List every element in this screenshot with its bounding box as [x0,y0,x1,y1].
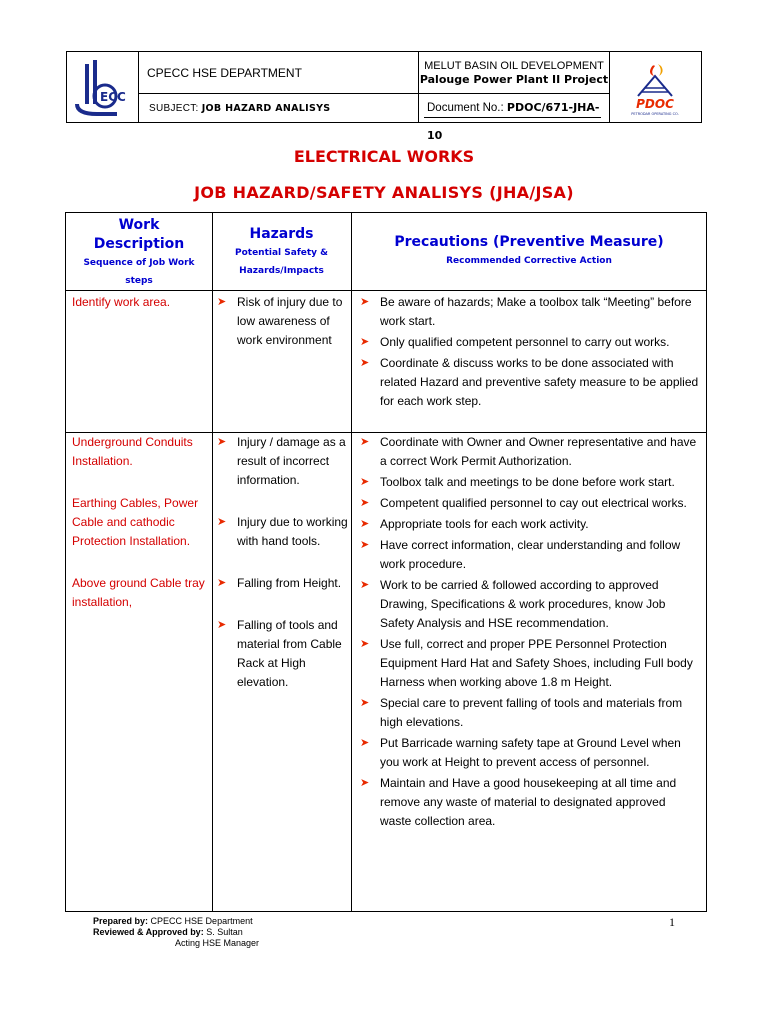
arrow-bullet-icon: ➤ [360,697,370,709]
work-step: Above ground Cable tray installation, [72,576,205,609]
svg-text:PETRODAR OPERATING CO.: PETRODAR OPERATING CO. [631,112,679,116]
list-item: ➤ Only qualified competent personnel to carry out works. [357,333,699,352]
list-item: ➤ Risk of injury due to low awareness of work environment [217,295,343,347]
page-title: ELECTRICAL WORKS [293,147,475,166]
list-item: ➤ Put Barricade warning safety tape at Ground Level when you work at Height to prevent access of personnel. [360,736,681,769]
list-item: ➤ Competent qualified personnel to cay out electrical works. [357,494,699,513]
jha-table [65,212,707,912]
work-step: Earthing Cables, Power Cable and cathodic Protection Installation. [72,496,199,548]
list-item: ➤ Coordinate with Owner and Owner representative and have a correct Work Permit Authorization. [360,435,697,468]
list-item: ➤ Use full, correct and proper PPE Personnel Protection Equipment Hard Hat and Safety Shoes, including Full body Harness when working above 1.8 m Height. [360,637,693,689]
arrow-bullet-icon: ➤ [360,539,370,551]
document-number-value: PDOC/671-JHA-10 [427,101,600,142]
list-item: ➤ Injury / damage as a result of incorrect information. [217,435,346,487]
subject [139,94,419,123]
list-item: ➤ Work to be carried & followed according to approved Drawing, Specifications & work procedures, know Job Safety Analysis and HSE recommendation. [360,578,666,630]
reviewed-value: S. Sultan [206,927,243,937]
prepared-label: Prepared by: [93,916,149,926]
row1-hazards [214,293,350,350]
arrow-bullet-icon: ➤ [360,638,370,650]
department-name: CPECC HSE DEPARTMENT [139,52,419,94]
arrow-bullet-icon: ➤ [217,577,227,589]
work-title-line2: Description [93,236,185,252]
subject-value: JOB HAZARD ANALISYS [201,103,331,114]
work-sub-line2: steps [125,276,153,286]
company-name: MELUT BASIN OIL DEVELOPMENT [424,60,604,72]
list-item: ➤ Maintain and Have a good housekeeping at all time and remove any waste of material to designated approved waste collection area. [360,776,677,828]
column-header-precautions [351,233,707,270]
document-header [66,51,702,142]
cpecc-logo [67,52,139,122]
arrow-bullet-icon: ➤ [217,436,227,448]
hazards-sub-line1: Potential Safety & [235,248,328,258]
arrow-bullet-icon: ➤ [217,619,227,631]
svg-text:PDOC: PDOC [636,97,674,111]
page-subtitle: JOB HAZARD/SAFETY ANALISYS (JHA/JSA) [194,183,574,202]
work-sub-line1: Sequence of Job Work [83,258,195,268]
list-item: ➤ Injury due to working with hand tools. [217,515,348,548]
list-item: ➤ Appropriate tools for each work activity. [357,515,699,534]
arrow-bullet-icon: ➤ [217,516,227,528]
page-number: 1 [669,915,675,929]
list-item: ➤ Be aware of hazards; Make a toolbox talk “Meeting” before work start. [360,295,692,328]
work-title-line1: Work [118,217,160,233]
arrow-bullet-icon: ➤ [360,737,370,749]
hazards-title: Hazards [249,226,314,242]
project-info [419,52,610,94]
arrow-bullet-icon: ➤ [360,497,370,509]
pdoc-logo [610,52,701,122]
arrow-bullet-icon: ➤ [360,436,370,448]
arrow-bullet-icon: ➤ [360,518,370,530]
reviewer-role: Acting HSE Manager [175,938,260,948]
arrow-bullet-icon: ➤ [360,336,370,348]
list-item: ➤ Toolbox talk and meetings to be done before work start. [357,473,699,492]
project-name: Palouge Power Plant II Project [419,73,609,86]
row1-work: Identify work area. [72,295,171,309]
arrow-bullet-icon: ➤ [360,296,370,308]
arrow-bullet-icon: ➤ [360,579,370,591]
svg-text:ECC: ECC [100,90,126,104]
column-header-hazards [212,225,351,280]
work-step: Underground Conduits Installation. [72,435,193,468]
document-footer [93,916,259,949]
list-item: ➤ Coordinate & discuss works to be done associated with related Hazard and preventive safety measure to be applied for each work step. [360,356,699,408]
arrow-bullet-icon: ➤ [360,357,370,369]
precautions-sub: Recommended Corrective Action [446,256,612,266]
row2-work [72,433,206,612]
arrow-bullet-icon: ➤ [217,296,227,308]
arrow-bullet-icon: ➤ [360,777,370,789]
reviewed-label: Reviewed & Approved by: [93,927,204,937]
row2-hazards [214,433,352,692]
list-item: ➤ Have correct information, clear understanding and follow work procedure. [360,538,681,571]
precautions-title: Precautions (Preventive Measure) [394,234,664,250]
arrow-bullet-icon: ➤ [360,476,370,488]
prepared-value: CPECC HSE Department [150,916,253,926]
subject-label: SUBJECT: [149,103,202,114]
row1-precautions [357,293,699,413]
document-number [419,94,610,142]
list-item: ➤ Falling of tools and material from Cable Rack at High elevation. [217,618,342,689]
document-number-label: Document No.: [427,102,507,114]
row2-precautions [357,433,699,833]
column-header-work [66,216,212,290]
list-item: ➤ Falling from Height. [214,574,352,593]
list-item: ➤ Special care to prevent falling of tools and materials from high elevations. [360,696,683,729]
hazards-sub-line2: Hazards/Impacts [239,266,324,276]
